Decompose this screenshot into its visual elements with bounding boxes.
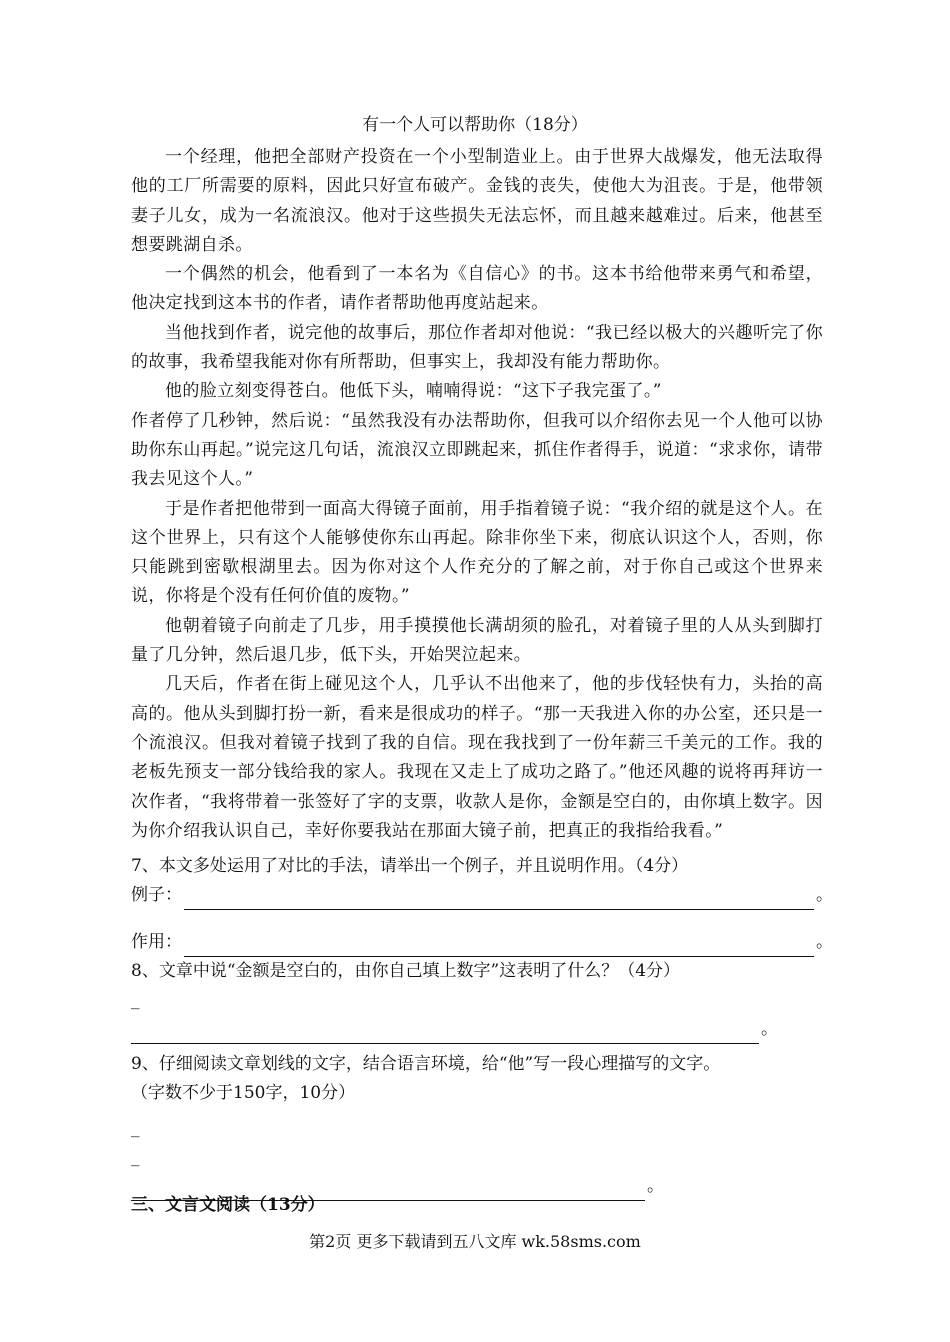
questions-section xyxy=(131,852,841,1201)
q9-answer-dash-2: _ xyxy=(131,1147,140,1167)
question-9-requirement: （字数不少于150字，10分） xyxy=(131,1083,356,1103)
paragraph: 一个偶然的机会，他看到了一本名为《自信心》的书。这本书给他带来勇气和希望，他决定找到这本书的作者，请作者帮助他再度站起来。 xyxy=(131,264,823,314)
question-9: 9、仔细阅读文章划线的文字，结合语言环境，给“他”写一段心理描写的文字。 xyxy=(131,1054,721,1074)
q8-end-mark: 。 xyxy=(761,1019,778,1039)
paragraph: 一个经理，他把全部财产投资在一个小型制造业上。由于世界大战爆发，他无法取得他的工厂所需要的原料，因此只好宣布破产。金钱的丧失，使他大为沮丧。于是，他带领妻子儿女，成为一名流浪汉。他对于这些损失无法忘怀，而且越来越难过。后来，他甚至想要跳湖自杀。 xyxy=(131,147,823,255)
question-8: 8、文章中说“金额是空白的，由你自己填上数字”这表明了什么？（4分） xyxy=(131,961,681,981)
q7-example-answer-line[interactable] xyxy=(184,891,814,910)
paragraph: 几天后，作者在街上碰见这个人，几乎认不出他来了，他的步伐轻快有力，头抬的高高的。他从头到脚打扮一新，看来是很成功的样子。“那一天我进入你的办公室，还只是一个流浪汉。但我对着镜子找到了我的自信。现在我找到了一份年薪三千美元的工作。我的老板先预支一部分钱给我的家人。我现在又走上了成功之路了。”他还风趣的说将再拜访一次作者，“我将带着一张签好了字的支票，收款人是你，金额是空白的，由你填上数字。因为你介绍我认识自己，幸好你要我站在那面大镜子前，把真正的我指给我看。” xyxy=(131,674,823,841)
q8-answer-row xyxy=(131,1015,841,1044)
paragraph: 作者停了几秒钟，然后说：“虽然我没有办法帮助你，但我可以介绍你去见一个人他可以协助你东山再起。”说完这几句话，流浪汉立即跳起来，抓住作者得手，说道：“求求你，请带我去见这个人。” xyxy=(131,410,823,490)
q7-effect-label: 作用： xyxy=(131,932,182,952)
q7-example-row xyxy=(131,881,841,910)
section-heading: 三、文言文阅读（13分） xyxy=(131,1195,325,1215)
q7-effect-end-mark: 。 xyxy=(816,932,833,952)
q8-answer-line[interactable] xyxy=(131,1025,759,1044)
article-title: 有一个人可以帮助你（18分） xyxy=(362,115,588,135)
q7-effect-row xyxy=(131,928,841,957)
q7-example-end-mark: 。 xyxy=(816,885,833,905)
page-footer: 第2页 更多下载请到五八文库 wk.58sms.com xyxy=(309,1232,641,1251)
q7-example-label: 例子： xyxy=(131,885,182,905)
paragraph: 他朝着镜子向前走了几步，用手摸摸他长满胡须的脸孔，对着镜子里的人从头到脚打量了几分钟，然后退几步，低下头，开始哭泣起来。 xyxy=(131,615,823,666)
q8-answer-dash: _ xyxy=(131,990,140,1010)
q9-end-mark: 。 xyxy=(647,1176,664,1196)
paragraph: 他的脸立刻变得苍白。他低下头，喃喃得说：“这下子我完蛋了。” xyxy=(165,381,662,402)
q7-effect-answer-line[interactable] xyxy=(184,938,814,957)
paragraph: 于是作者把他带到一面高大得镜子面前，用手指着镜子说：“我介绍的就是这个人。在这个世界上，只有这个人能够使你东山再起。除非你坐下来，彻底认识这个人，否则，你只能跳到密歇根湖里去。因为你对这个人作充分的了解之前，对于你自己或这个世界来说，你将是个没有任何价值的废物。” xyxy=(131,498,823,607)
paragraph: 当他找到作者，说完他的故事后，那位作者却对他说：“我已经以极大的兴趣听完了你的故事，我希望我能对你有所帮助，但事实上，我却没有能力帮助你。 xyxy=(131,322,823,373)
q9-answer-dash-1: _ xyxy=(131,1118,140,1138)
article-body xyxy=(131,143,823,846)
question-7: 7、本文多处运用了对比的手法，请举出一个例子，并且说明作用。（4分） xyxy=(131,856,689,876)
